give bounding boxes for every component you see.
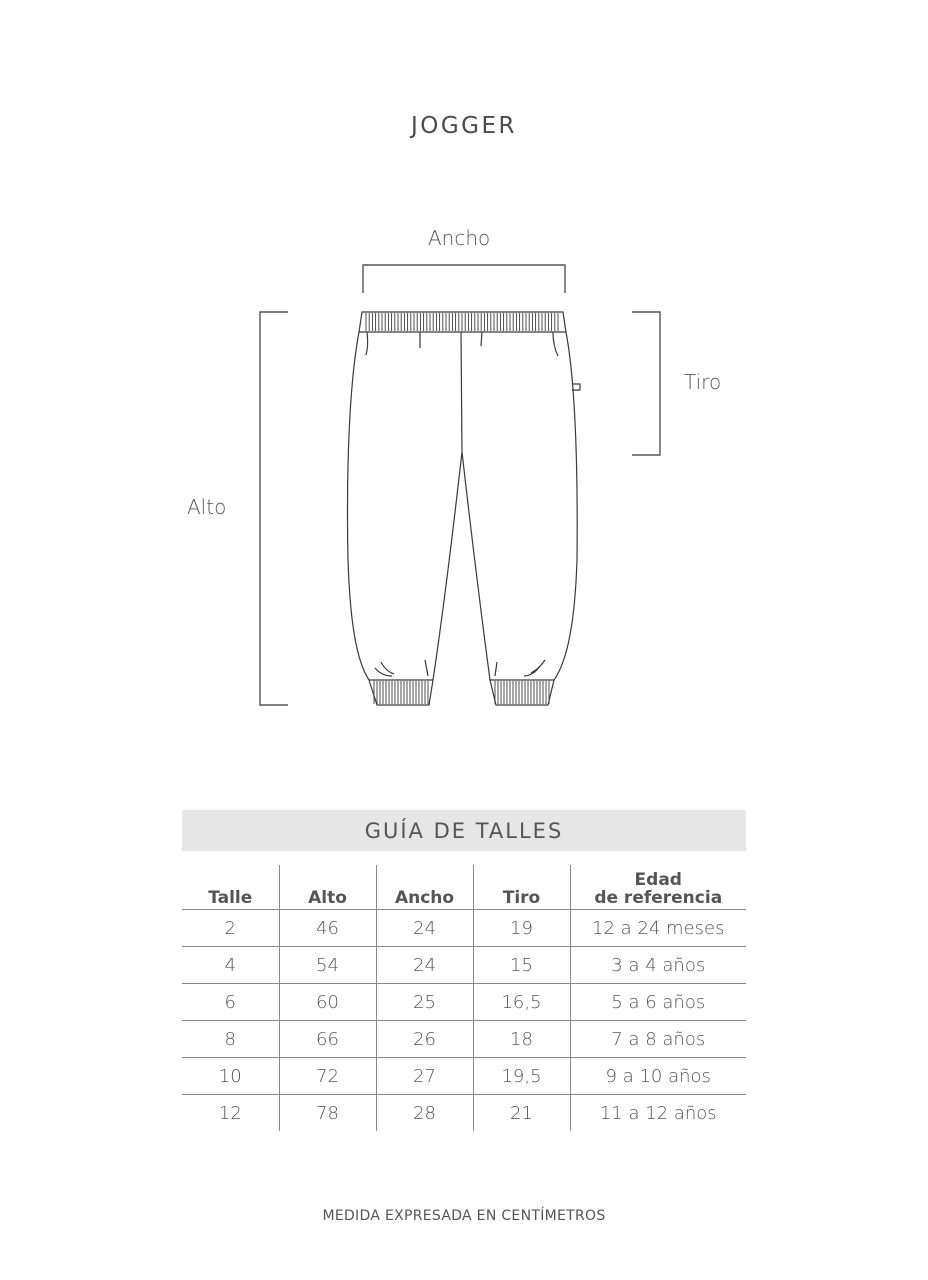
size-table [182, 865, 746, 1131]
height-label: Alto [187, 495, 227, 519]
table-row [182, 1058, 746, 1095]
column-header-height: Alto [279, 865, 376, 910]
size-guide-heading [182, 810, 746, 851]
width-bracket [363, 265, 565, 293]
table-cell: 19,5 [473, 1058, 570, 1095]
column-header-rise: Tiro [473, 865, 570, 910]
table-cell: 24 [376, 947, 473, 984]
table-cell: 3 a 4 años [570, 947, 746, 984]
footer-note: MEDIDA EXPRESADA EN CENTÍMETROS [322, 1208, 606, 1224]
table-cell: 21 [473, 1095, 570, 1132]
table-row [182, 1021, 746, 1058]
table-row [182, 1095, 746, 1132]
column-header-width: Ancho [376, 865, 473, 910]
rise-bracket [632, 312, 660, 455]
table-cell: 16,5 [473, 984, 570, 1021]
table-cell: 54 [279, 947, 376, 984]
table-cell: 4 [182, 947, 279, 984]
table-cell: 26 [376, 1021, 473, 1058]
table-row [182, 947, 746, 984]
table-row [182, 984, 746, 1021]
table-cell: 25 [376, 984, 473, 1021]
table-header-row [182, 865, 746, 910]
table-cell: 7 a 8 años [570, 1021, 746, 1058]
table-cell: 78 [279, 1095, 376, 1132]
table-cell: 18 [473, 1021, 570, 1058]
column-header-age-line1: Edad [634, 870, 682, 890]
table-cell: 12 a 24 meses [570, 910, 746, 947]
size-table-body [182, 910, 746, 1132]
table-cell: 8 [182, 1021, 279, 1058]
column-header-size: Talle [182, 865, 279, 910]
table-cell: 12 [182, 1095, 279, 1132]
column-header-age [570, 865, 746, 910]
table-row [182, 910, 746, 947]
table-cell: 46 [279, 910, 376, 947]
table-cell: 24 [376, 910, 473, 947]
table-cell: 10 [182, 1058, 279, 1095]
size-guide-heading-text: GUÍA DE TALLES [364, 818, 564, 843]
table-cell: 15 [473, 947, 570, 984]
table-cell: 5 a 6 años [570, 984, 746, 1021]
table-cell: 11 a 12 años [599, 1102, 717, 1124]
column-header-age-line2: de referencia [594, 888, 723, 908]
table-cell: 27 [376, 1058, 473, 1095]
table-cell: 66 [279, 1021, 376, 1058]
table-cell: 6 [182, 984, 279, 1021]
ribbing-lines [366, 313, 558, 704]
pants-outline [347, 312, 580, 705]
table-cell: 19 [473, 910, 570, 947]
table-cell: 72 [279, 1058, 376, 1095]
page-title: JOGGER [410, 113, 518, 139]
width-label: Ancho [428, 226, 491, 250]
table-cell: 9 a 10 años [570, 1058, 746, 1095]
table-cell: 28 [376, 1095, 473, 1132]
rise-label: Tiro [684, 370, 722, 394]
height-bracket [260, 312, 288, 705]
table-cell: 2 [182, 910, 279, 947]
table-cell: 60 [279, 984, 376, 1021]
